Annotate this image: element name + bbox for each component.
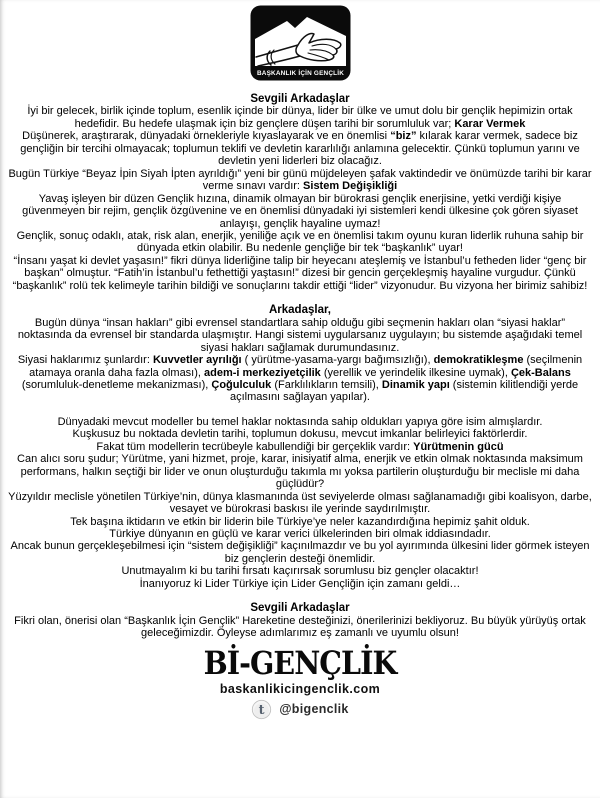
paragraph: Bugün Türkiye “Beyaz İpin Siyah İpten ayrıldığı” yeni bir günü müjdeleyen şafak vaktindedir ve önümüzde tarihi bir karar verme sınavı vardır: Sistem Değişikliği	[8, 167, 592, 193]
footer	[0, 645, 600, 720]
brand-wordmark: Bİ-GENÇLİK	[203, 645, 397, 683]
paragraph: Fakat tüm modellerin tecrübeyle kabullendiği bir gerçeklik vardır: Yürütmenin gücü	[96, 440, 504, 453]
paragraph: Tek başına iktidarın ve etkin bir liderin bile Türkiye’ye neler kazandırdığına hepimiz şahit olduk.	[70, 515, 530, 528]
logo-caption: BAŞKANLIK İÇİN GENÇLİK	[256, 70, 344, 77]
paragraph: Düşünerek, araştırarak, dünyadaki örnekleriyle kıyaslayarak ve en önemlisi “biz” kılarak karar vermek, sadece biz gençliğin bir tercihi olmayacak; toplumun teklifi ve devletin kararlılığı anlamına gelecektir. Çünkü toplumun yarını ve devletin yeni liderleri biz olacağız.	[20, 130, 580, 168]
paragraph: Türkiye dünyanın en güçlü ve karar verici ülkelerinden biri olmak iddiasındadır.	[109, 527, 491, 540]
section-heading: Sevgili Arkadaşlar	[250, 93, 350, 105]
section-heading: Sevgili Arkadaşlar	[250, 602, 350, 615]
twitter-handle: @bigenclik	[279, 702, 349, 717]
paragraph: Ancak bunun gerçekleşebilmesi için “sistem değişikliği” kaçınılmazdır ve bu yol ayırımında ülkesini lider görmek isteyen biz gençlerin desteği önemlidir.	[10, 540, 590, 565]
text-section	[7, 304, 593, 404]
paragraph: Unutmayalım ki bu tarihi fırsatı kaçırırsak sorumlusu biz gençler olacaktır!	[121, 565, 479, 578]
paragraph: İyi bir gelecek, birlik içinde toplum, esenlik içinde bir dünya, lider bir ülke ve umut dolu bir gençlik hepimizin ortak hedefidir. Bu hedefe ulaşmak için biz gençlere düşen tarihi bir sorumluluk var; Karar Vermek	[27, 105, 573, 130]
text-section	[7, 416, 593, 590]
document-body	[0, 93, 600, 640]
paragraph: Yüzyıldır meclisle yönetilen Türkiye’nin, dünya klasmanında üst seviyelerde olması sağlanamadığı gibi koalisyon, darbe, vesayet ve bürokrasi baskısı ile yerinde saydırılmıştır.	[8, 490, 592, 516]
paragraph: Siyasi haklarımız şunlardır: Kuvvetler ayrılığı ( yürütme-yasama-yargı bağımsızlığı), demokratikleşme (seçilmenin atamaya oranla daha fazla olması), adem-i merkeziyetçilik (yerellik ve yerindelik ilkesine uymak), Çek-Balans (sorumluluk-denetleme mekanizması), Çoğulculuk (Farklılıkların temsili), Dinamik yapı (sistemin kilitlendiği yerde açılmasını sağlayan yapılar).	[17, 354, 583, 404]
twitter-icon	[251, 699, 272, 720]
paragraph: “İnsanı yaşat ki devlet yaşasın!” fikri dünya liderliğine talip bir heyecanı ateşlemiş ve İstanbul’u fetheden lider “genç bir başkan” olmuştur. “Fatih’in İstanbul’u fethettiği yaştasın!” dizesi bir gencin gerçekleşmiş hayaline vurgudur. Çünkü “başkanlık” rolü tek kelimeyle tarihin bildiği ve sonuçlarını takdir ettiği “lider” vizyonudur. Bu vizyona her birimiz sahibiz!	[12, 254, 588, 292]
text-section	[7, 602, 593, 639]
website-url: baskanlikicingenclik.com	[219, 681, 381, 696]
handshake-logo-icon	[250, 5, 351, 81]
paragraph: Can alıcı soru şudur; Yürütme, yani hizmet, proje, karar, inisiyatif alma, enerjik ve etkin olmak noktasında maksimum performans, halkın seçtiği bir lider ve onun oluşturduğu takımla mı yoksa partilerin oluşturduğu bir meclisle mi daha güçlüdür?	[17, 453, 583, 491]
paragraph: Dünyadaki mevcut modeller bu temel haklar noktasında sahip oldukları yapıya göre isim almışlardır.	[57, 415, 543, 428]
section-heading: Arkadaşlar,	[268, 304, 331, 317]
paragraph: Fikri olan, önerisi olan “Başkanlık İçin Gençlik” Hareketine desteğinizi, önerilerinizi bekliyoruz. Bu büyük yürüyüş ortak geleceğimizdir. Öyleyse adımlarımız eş zamanlı ve uyumlu olsun!	[14, 614, 586, 640]
svg-text:t: t	[258, 701, 265, 717]
paragraph: Kuşkusuz bu noktada devletin tarihi, toplumun dokusu, mevcut imkanlar belirleyici faktörlerdir.	[72, 428, 528, 441]
paragraph: Bugün dünya “insan hakları” gibi evrensel standartlara sahip olduğu gibi seçmenin hakları olan “siyasi haklar” noktasında da evrensel bir standarda ulaşmıştır. Hangi sistemi uygularsanız uygulayın; bu sistemde aşağıdaki temel siyasi hakları sağlamak durumundasınız.	[17, 316, 583, 354]
paragraph: Gençlik, sonuç odaklı, atak, risk alan, enerjik, yeniliğe açık ve en önemlisi takım oyunu kuran liderlik ruhuna sahip bir dünyada etkin olabilir. Bu nedenle gençliğe bir tek “başkanlık” uyar!	[16, 229, 584, 255]
text-section	[7, 93, 593, 292]
paragraph: İnanıyoruz ki Lider Türkiye için Lider Gençliğin için zamanı geldi…	[139, 577, 461, 590]
logo-area	[0, 5, 600, 86]
twitter-row	[0, 699, 600, 720]
paragraph: Yavaş işleyen bir düzen Gençlik hızına, dinamik olmayan bir bürokrasi gençlik enerjisine, yetki verdiği kişiye güvenmeyen bir rejim, gençlik özgüvenine ve en önemlisi dünyadaki iyi sistemleri kendi ülkesine çok gören siyaset anlayışı, gençlik hayaline uymaz!	[22, 192, 578, 230]
